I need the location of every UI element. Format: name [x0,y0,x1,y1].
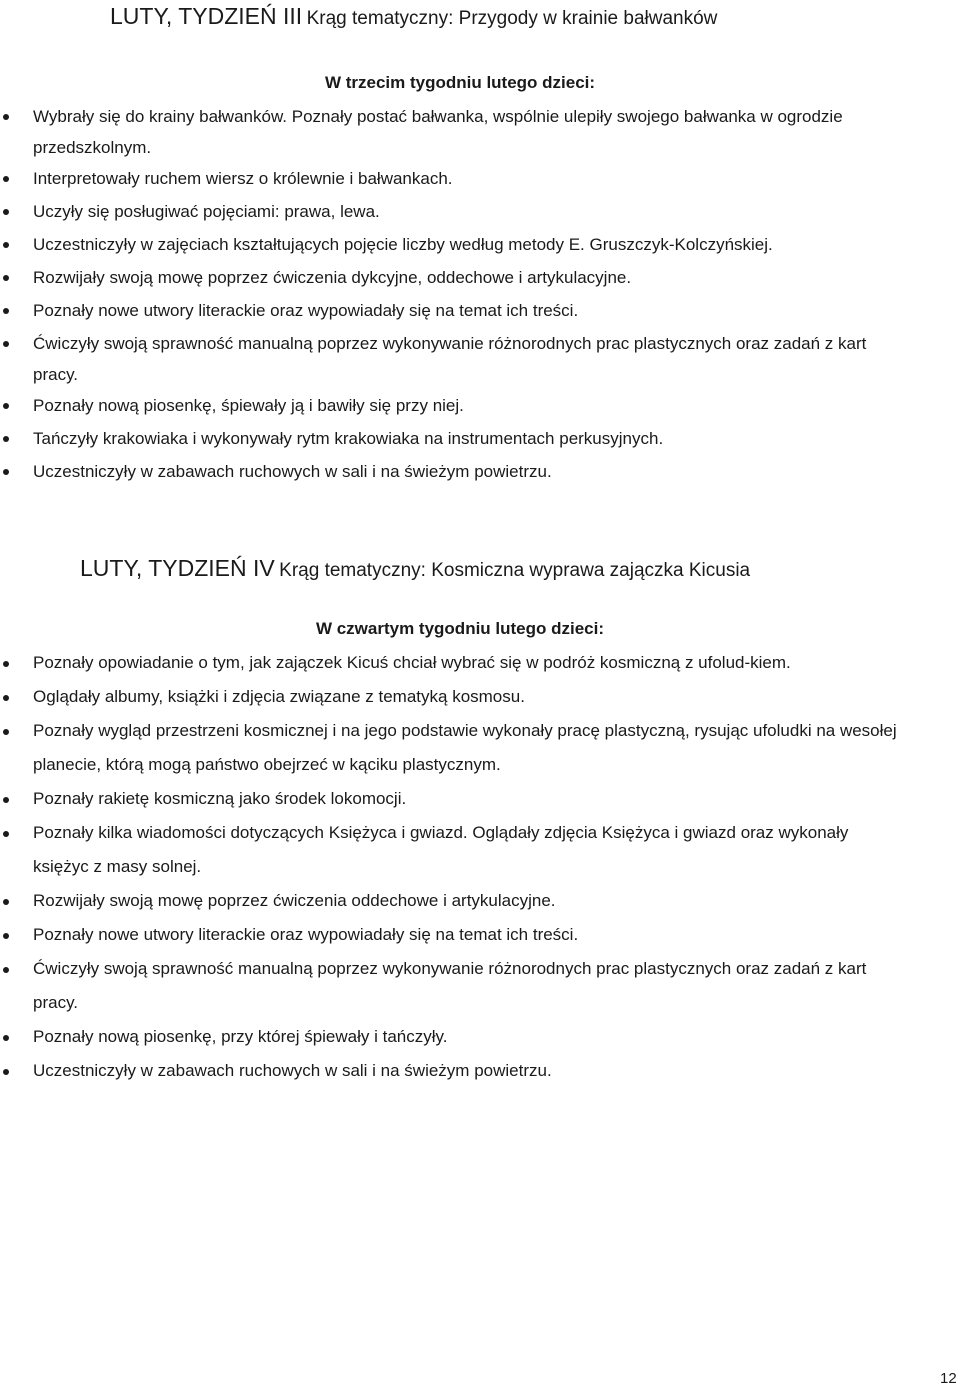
bullet-icon [3,1035,9,1041]
list-item-text: Uczyły się posługiwać pojęciami: prawa, lewa. [33,202,380,221]
list-item [0,390,900,423]
list-item-text: Uczestniczyły w zabawach ruchowych w sali i na świeżym powietrzu. [33,1061,552,1080]
section-heading-week4 [80,555,750,582]
list-item-text: Ćwiczyły swoją sprawność manualną poprzez wykonywanie różnorodnych prac plastycznych oraz zadań z kart pracy. [33,959,867,1012]
list-item-text: Rozwijały swoją mowę poprzez ćwiczenia dykcyjne, oddechowe i artykulacyjne. [33,268,632,287]
list-item-text: Poznały opowiadanie o tym, jak zajączek Kicuś chciał wybrać się w podróż kosmiczną z ufolud-kiem. [33,653,791,672]
heading-topic: Krąg tematyczny: Przygody w krainie bałwanków [306,8,718,29]
page-number: 12 [940,1370,957,1387]
list-item-text: Tańczyły krakowiaka i wykonywały rytm krakowiaka na instrumentach perkusyjnych. [33,429,664,448]
list-item [0,456,900,489]
list-item-text: Poznały nowe utwory literackie oraz wypowiadały się na temat ich treści. [33,301,579,320]
list-item [0,680,900,714]
list-item-text: Poznały rakietę kosmiczną jako środek lokomocji. [33,789,407,808]
list-item-text: Poznały wygląd przestrzeni kosmicznej i na jego podstawie wykonały pracę plastyczną, rysując ufoludki na wesołej planecie, którą mogą państwo obejrzeć w kąciku plastycznym. [33,721,897,774]
bullet-icon [3,695,9,701]
heading-topic: Krąg tematyczny: Kosmiczna wyprawa zajączka Kicusia [279,560,751,581]
bullet-icon [3,403,9,409]
list-item [0,918,900,952]
bullet-list-week3 [0,101,900,489]
list-item [0,229,900,262]
bullet-icon [3,176,9,182]
list-item-text: Uczestniczyły w zabawach ruchowych w sali i na świeżym powietrzu. [33,462,552,481]
heading-month: LUTY, TYDZIEŃ III [110,3,303,29]
list-item-text: Poznały kilka wiadomości dotyczących Księżyca i gwiazd. Oglądały zdjęcia Księżyca i gwiazd oraz wykonały księżyc z masy solnej. [33,823,849,876]
list-item [0,101,900,163]
list-item [0,163,900,196]
list-item [0,1020,900,1054]
list-item-text: Ćwiczyły swoją sprawność manualną poprzez wykonywanie różnorodnych prac plastycznych oraz zadań z kart pracy. [33,334,867,384]
list-item [0,196,900,229]
bullet-icon [3,729,9,735]
bullet-list-week4 [0,646,900,1088]
list-item-text: Poznały nową piosenkę, śpiewały ją i bawiły się przy niej. [33,396,464,415]
list-item [0,1054,900,1088]
bullet-icon [3,275,9,281]
list-item-text: Interpretowały ruchem wiersz o królewnie i bałwankach. [33,169,453,188]
list-item [0,646,900,680]
list-item-text: Poznały nowe utwory literackie oraz wypowiadały się na temat ich treści. [33,925,579,944]
bullet-icon [3,242,9,248]
bullet-icon [3,899,9,905]
section-subtitle-week3: W trzecim tygodniu lutego dzieci: [324,73,596,92]
list-item [0,262,900,295]
bullet-icon [3,469,9,475]
bullet-icon [3,933,9,939]
list-item-text: Poznały nową piosenkę, przy której śpiewały i tańczyły. [33,1027,448,1046]
list-item [0,714,900,782]
list-item-text: Oglądały albumy, książki i zdjęcia związane z tematyką kosmosu. [33,687,525,706]
heading-month: LUTY, TYDZIEŃ IV [80,555,275,581]
list-item [0,952,900,1020]
bullet-icon [3,114,9,120]
list-item-text: Rozwijały swoją mowę poprzez ćwiczenia oddechowe i artykulacyjne. [33,891,556,910]
list-item [0,884,900,918]
list-item-text: Uczestniczyły w zajęciach kształtujących pojęcie liczby według metody E. Gruszczyk-Kolczyńskiej. [33,235,773,254]
list-item [0,423,900,456]
section-subtitle-week4: W czwartym tygodniu lutego dzieci: [315,619,605,638]
bullet-icon [3,661,9,667]
list-item-text: Wybrały się do krainy bałwanków. Poznały postać bałwanka, wspólnie ulepiły swojego bałwanka w ogrodzie przedszkolnym. [33,107,843,157]
list-item [0,816,900,884]
bullet-icon [3,436,9,442]
bullet-icon [3,831,9,837]
list-item [0,782,900,816]
bullet-icon [3,308,9,314]
bullet-icon [3,209,9,215]
bullet-icon [3,967,9,973]
bullet-icon [3,797,9,803]
bullet-icon [3,341,9,347]
section-heading-week3 [110,3,717,30]
list-item [0,328,900,390]
bullet-icon [3,1069,9,1075]
list-item [0,295,900,328]
